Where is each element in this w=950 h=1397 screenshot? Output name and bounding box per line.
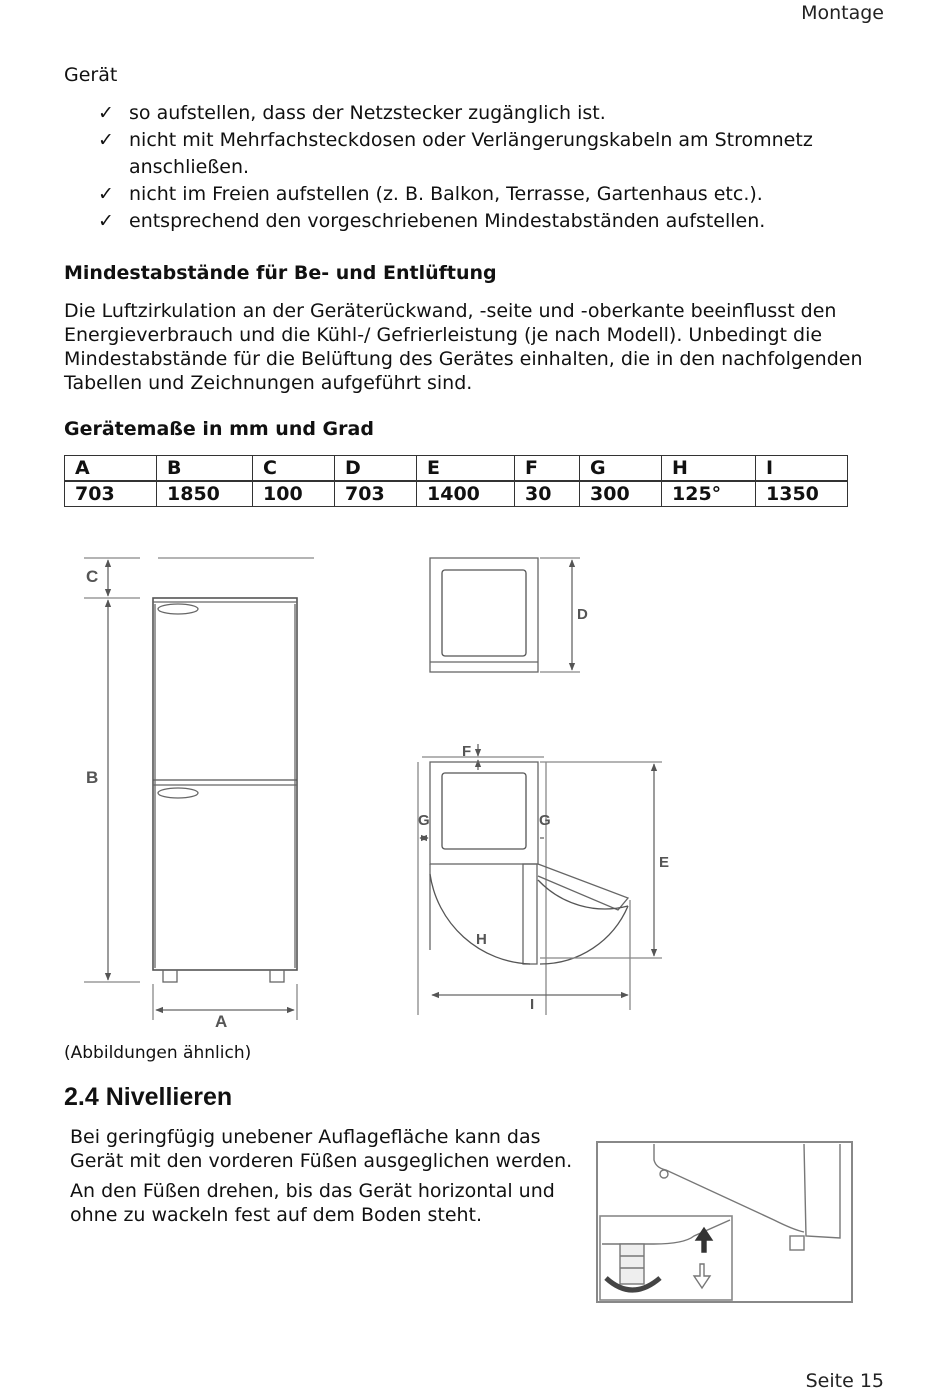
- table-cell: 30: [515, 481, 580, 507]
- drawing-label-b: B: [86, 768, 99, 787]
- table-header-cell: D: [335, 456, 417, 482]
- table-row: [65, 481, 848, 507]
- table-header-cell: B: [157, 456, 253, 482]
- list-item: [96, 208, 896, 235]
- table-cell: 125°: [662, 481, 756, 507]
- drawing-label-d: D: [577, 606, 588, 623]
- table-header-row: [65, 456, 848, 482]
- table-header-cell: F: [515, 456, 580, 482]
- fridge-open-door-view: [418, 744, 662, 1015]
- leveling-paragraph: Bei geringfügig unebener Auflagefläche kann das Gerät mit den vorderen Füßen ausgeglichen werden.: [70, 1126, 573, 1172]
- table-header-cell: C: [253, 456, 335, 482]
- check-icon: ✓: [98, 210, 114, 232]
- list-item: [96, 181, 896, 208]
- leveling-paragraph: An den Füßen drehen, bis das Gerät horizontal und ohne zu wackeln fest auf dem Boden steht.: [70, 1180, 555, 1226]
- check-icon: ✓: [98, 129, 114, 151]
- header-section-title: Montage: [801, 2, 884, 24]
- table-header-cell: H: [662, 456, 756, 482]
- list-item: [96, 127, 896, 181]
- table-cell: 703: [335, 481, 417, 507]
- dimension-drawings: [0, 540, 950, 1040]
- drawing-label-f: F: [462, 743, 472, 760]
- check-icon: ✓: [98, 183, 114, 205]
- dimensions-heading: Gerätemaße in mm und Grad: [64, 418, 374, 440]
- table-cell: 100: [253, 481, 335, 507]
- list-item: [96, 100, 896, 127]
- leveling-illustration: [594, 1140, 856, 1306]
- ventilation-paragraph: Die Luftzirkulation an der Geräterückwand, -seite und -oberkante beeinflusst den Energieverbrauch und die Kühl-/ Gefrierleistung (je nach Modell). Unbedingt die Mindestabstände für die Belüftung des Gerätes einhalten, die in den nachfolgenden Tabellen und Zeichnungen aufgeführt sind.: [64, 300, 863, 394]
- table-header-cell: G: [580, 456, 662, 482]
- list-item-text: nicht im Freien aufstellen (z. B. Balkon, Terrasse, Gartenhaus etc.).: [129, 183, 763, 205]
- leveling-text: [70, 1125, 580, 1233]
- intro-label: Gerät: [64, 64, 118, 86]
- list-item-text: nicht mit Mehrfachsteckdosen oder Verlängerungskabeln am Stromnetz anschließen.: [129, 129, 813, 178]
- check-icon: ✓: [98, 102, 114, 124]
- checklist: [96, 100, 896, 235]
- drawing-label-a: A: [215, 1012, 228, 1031]
- table-cell: 300: [580, 481, 662, 507]
- drawing-label-g: G: [418, 812, 430, 829]
- drawing-label-i: I: [530, 996, 535, 1013]
- ventilation-heading: Mindestabstände für Be- und Entlüftung: [64, 262, 497, 284]
- drawing-label-c: C: [86, 567, 99, 586]
- list-item-text: entsprechend den vorgeschriebenen Mindestabständen aufstellen.: [129, 210, 766, 232]
- figure-caption: (Abbildungen ähnlich): [64, 1043, 252, 1063]
- table-cell: 703: [65, 481, 157, 507]
- fridge-front-view: [84, 558, 314, 1020]
- table-header-cell: E: [417, 456, 515, 482]
- page-number: Seite 15: [805, 1370, 884, 1392]
- table-cell: 1850: [157, 481, 253, 507]
- list-item-text: so aufstellen, dass der Netzstecker zugänglich ist.: [129, 102, 606, 124]
- fridge-top-view: [430, 558, 580, 672]
- dimensions-table: [64, 455, 848, 507]
- table-cell: 1350: [756, 481, 848, 507]
- drawing-label-h: H: [476, 931, 487, 948]
- table-cell: 1400: [417, 481, 515, 507]
- table-header-cell: I: [756, 456, 848, 482]
- drawing-label-e: E: [659, 854, 670, 871]
- section-title: 2.4 Nivellieren: [64, 1083, 233, 1111]
- table-header-cell: A: [65, 456, 157, 482]
- drawing-label-g: G: [539, 812, 551, 829]
